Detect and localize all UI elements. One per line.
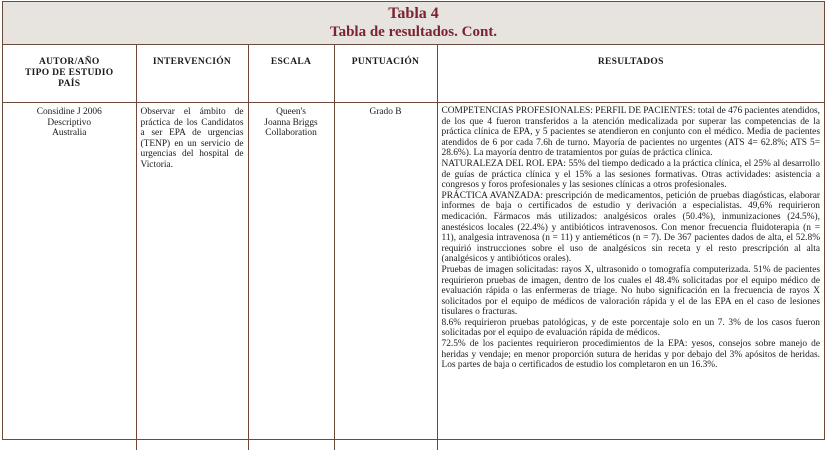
cell-intervention — [136, 103, 248, 450]
cell-scale — [248, 103, 334, 450]
table-number: Tabla 4 — [3, 2, 824, 23]
header-results-label: RESULTADOS — [598, 57, 664, 67]
score-text: Grado B — [369, 107, 401, 117]
results-paragraph: PRÁCTICA AVANZADA: prescripción de medicamentos, petición de pruebas diagósticas, elaborar informes de baja o certificados de estudio y derivación a especialistas. 49,6% requirieron medicación. Fármacos más utilizados: analgésicos orales (50.4%), inmunizaciones (24.5%), anestésicos locales (22.4%) y antibióticos intravenosos. Con menor frecuencia fluidoterapia (n = 11), analgesia intravenosa (n = 11) y antieméticos (n = 7). De 367 pacientes dados de alta, el 52.8% requirió instrucciones sobre el uso de analgésicos sin receta y el resto prescripción al alta (analgésicos y antibióticos orales). — [442, 191, 821, 265]
header-score — [334, 45, 437, 103]
scale-line: Joanna Briggs — [253, 118, 330, 129]
author-line: Descriptivo — [7, 118, 132, 129]
table-title-band — [3, 2, 824, 45]
table-caption: Tabla de resultados. Cont. — [3, 23, 824, 41]
header-results — [437, 45, 824, 103]
results-paragraph: NATURALEZA DEL ROL EPA: 55% del tiempo dedicado a la práctica clínica, el 25% al desarrollo de guías de práctica clínica y el 15% a las sesiones formativas. Otras actividades: asistencia a congresos y foros profesionales y las sesiones clínicas a otros profesionales. — [442, 159, 821, 191]
cell-author — [3, 103, 136, 450]
header-row — [3, 45, 824, 103]
header-author-line: TIPO DE ESTUDIO — [5, 68, 134, 79]
header-scale-label: ESCALA — [271, 57, 311, 67]
intervention-text: Observar el ámbito de práctica de los Candidatos a ser EPA de urgencias (TENP) en un servicio de urgencias del hospital de Victoria. — [141, 107, 244, 170]
cell-score — [334, 103, 437, 450]
results-paragraph: Pruebas de imagen solicitadas: rayos X, ultrasonido o tomografía computerizada. 51% de pacientes requirieron pruebas de imagen, dentro de los cuales el 48.4% solicitadas por el equipo médico de evaluación rápida o las enfermeras de triage. No hubo significación en la frecuencia de rayos X solicitados por el equipo de médicos de valoración rápida y el de las EPA en el caso de lesiones tisulares o fracturas. — [442, 265, 821, 318]
table-row — [3, 103, 824, 450]
header-score-label: PUNTUACIÓN — [352, 57, 419, 67]
header-author-line: PAÍS — [5, 79, 134, 90]
header-author — [3, 45, 136, 103]
cell-results — [437, 103, 824, 450]
author-line: Considine J 2006 — [7, 107, 132, 118]
scale-line: Collaboration — [253, 128, 330, 139]
scale-line: Queen's — [253, 107, 330, 118]
results-paragraph: COMPETENCIAS PROFESIONALES: PERFIL DE PACIENTES: total de 476 pacientes atendidos, de los que 4 fueron transferidos a la atención medicalizada por superar las competencias de la práctica clínica de EPA, y 5 pacientes se atendieron en conjunto con el médico. Media de pacientes atendidos de 6 por cada 7.6h de turno. Mayoría de pacientes no urgentes (ATS 4= 62.8%; ATS 5= 28.6%). La mayoría dentro de tratamientos por guías de práctica clínica. — [442, 106, 821, 159]
author-line: Australia — [7, 128, 132, 139]
results-paragraph: 72.5% de los pacientes requirieron procedimientos de la EPA: yesos, consejos sobre manejo de heridas y vendaje; en menor proporción sutura de heridas y por debajo del 3% apósitos de heridas. Los partes de baja o certificados de estudio los completaron en un 16.3%. — [442, 339, 821, 371]
results-paragraph: 8.6% requirieron pruebas patológicas, y de este porcentaje solo en un 7. 3% de los casos fueron solicitadas por el equipo de evaluación rápida de médicos. — [442, 318, 821, 339]
header-intervention — [136, 45, 248, 103]
header-intervention-label: INTERVENCIÓN — [153, 57, 231, 67]
header-scale — [248, 45, 334, 103]
results-table — [3, 45, 824, 450]
header-author-line: AUTOR/AÑO — [5, 57, 134, 68]
table-frame — [2, 1, 825, 440]
